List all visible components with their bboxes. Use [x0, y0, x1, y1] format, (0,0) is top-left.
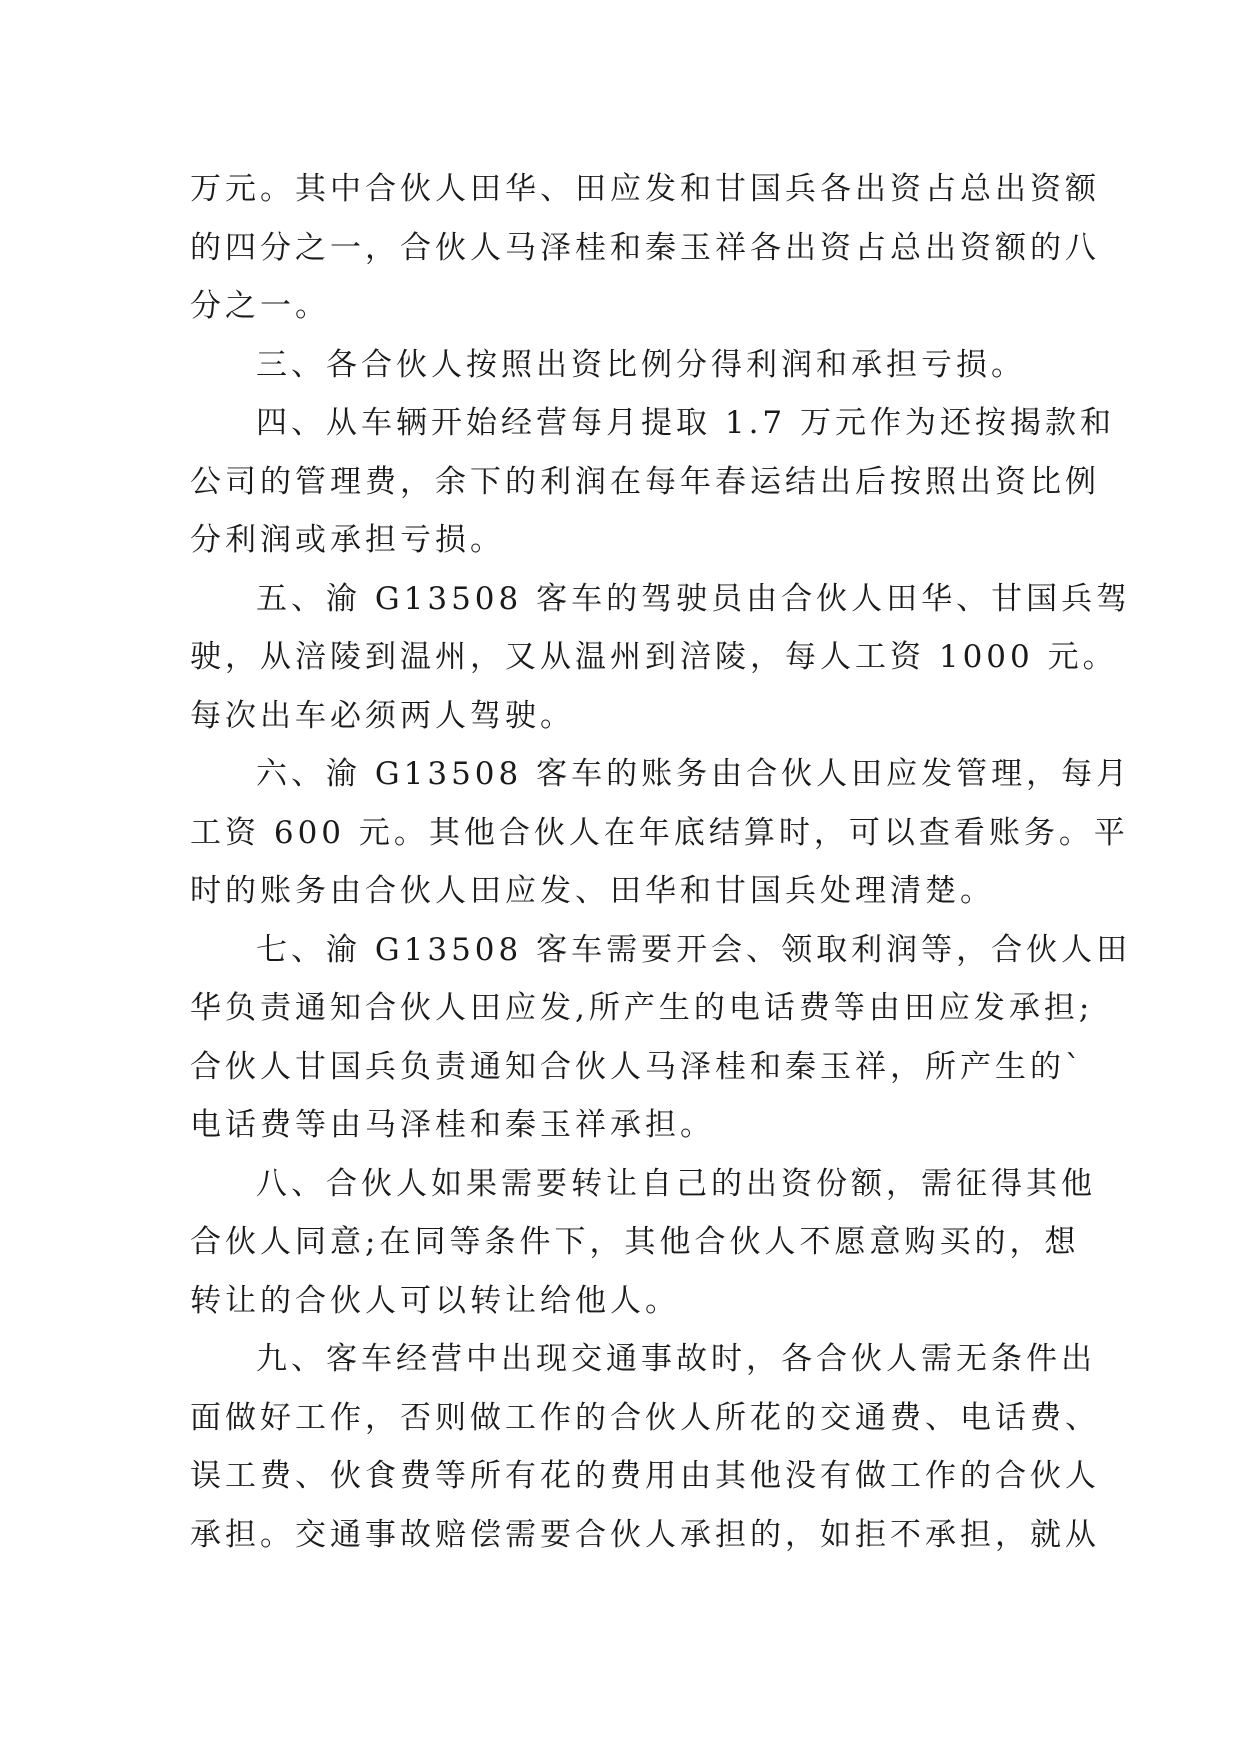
clause-8-line: 八、合伙人如果需要转让自己的出资份额，需征得其他	[256, 1165, 1096, 1202]
text-line: 面做好工作，否则做工作的合伙人所花的交通费、电话费、	[190, 1399, 1100, 1436]
text-line: 万元。其中合伙人田华、田应发和甘国兵各出资占总出资额	[190, 171, 1100, 207]
text-line: 合伙人甘国兵负责通知合伙人马泽桂和秦玉祥，所产生的`	[190, 1048, 1085, 1085]
text-line: 合伙人同意;在同等条件下，其他合伙人不愿意购买的，想	[190, 1224, 1080, 1260]
text-line: 分之一。	[190, 288, 330, 324]
text-line: 工资 600 元。其他合伙人在年底结算时，可以查看账务。平	[190, 814, 1129, 851]
clause-5-line: 五、渝 G13508 客车的驾驶员由合伙人田华、甘国兵驾	[256, 580, 1132, 617]
text-line: 电话费等由马泽桂和秦玉祥承担。	[190, 1107, 715, 1143]
clause-3-line: 三、各合伙人按照出资比例分得利润和承担亏损。	[256, 346, 1026, 383]
clause-4-line: 四、从车辆开始经营每月提取 1.7 万元作为还按揭款和	[256, 405, 1116, 441]
text-line: 分利润或承担亏损。	[190, 522, 505, 558]
text-line: 驶，从涪陵到温州，又从温州到涪陵，每人工资 1000 元。	[190, 639, 1118, 675]
text-line: 承担。交通事故赔偿需要合伙人承担的，如拒不承担，就从	[190, 1516, 1100, 1553]
clause-6-line: 六、渝 G13508 客车的账务由合伙人田应发管理，每月	[256, 756, 1132, 792]
text-line: 公司的管理费，余下的利润在每年春运结出后按照出资比例	[190, 463, 1100, 500]
text-line: 每次出车必须两人驾驶。	[190, 697, 575, 734]
text-line: 误工费、伙食费等所有花的费用由其他没有做工作的合伙人	[190, 1458, 1100, 1494]
clause-9-line: 九、客车经营中出现交通事故时，各合伙人需无条件出	[256, 1341, 1096, 1377]
text-line: 转让的合伙人可以转让给他人。	[190, 1282, 680, 1319]
clause-7-line: 七、渝 G13508 客车需要开会、领取利润等，合伙人田	[256, 931, 1132, 968]
text-line: 时的账务由合伙人田应发、田华和甘国兵处理清楚。	[190, 873, 995, 909]
text-line: 华负责通知合伙人田应发,所产生的电话费等由田应发承担;	[190, 990, 1094, 1026]
text-line: 的四分之一，合伙人马泽桂和秦玉祥各出资占总出资额的八	[190, 229, 1100, 266]
document-body	[190, 160, 1132, 1564]
